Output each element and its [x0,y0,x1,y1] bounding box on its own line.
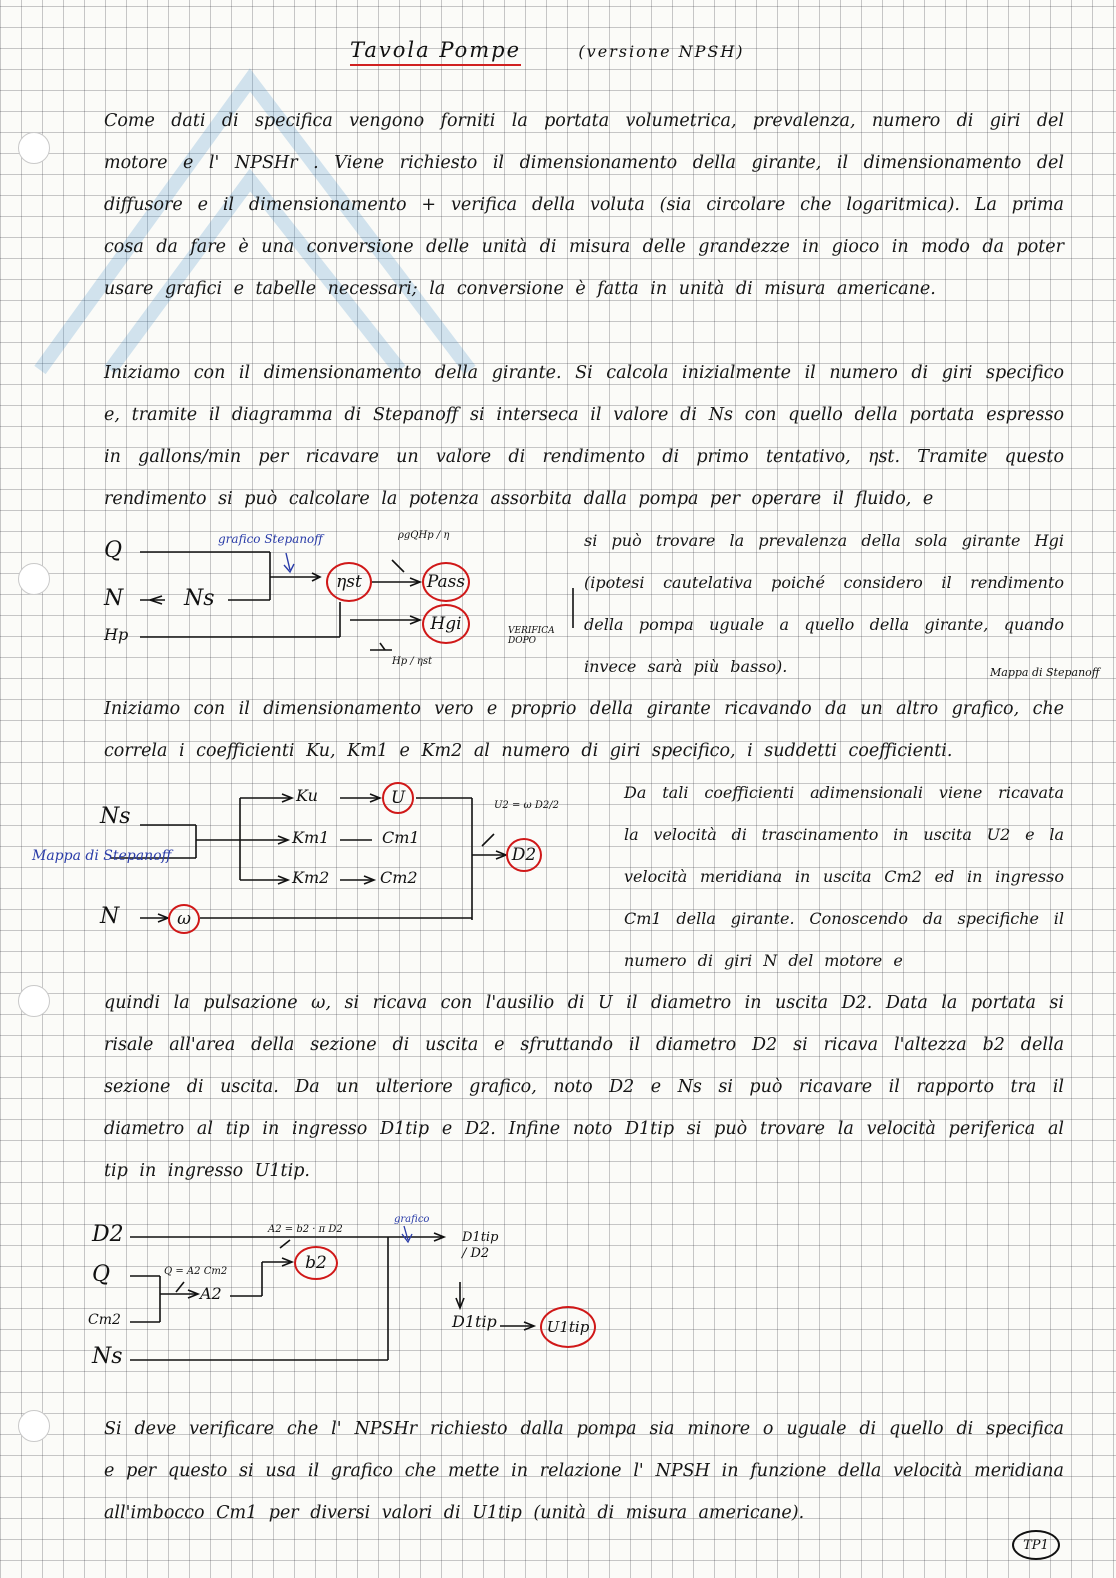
d2-circle: D2 [506,838,542,872]
paragraph-head: si può trovare la prevalenza della sola girante Hgi (ipotesi cautelativa poiché considero il rendimento della pompa uguale a quello della girante, quando invece sarà più basso). [584,531,1064,676]
u1tip-circle: U1tip [540,1306,596,1348]
label-cm2: Cm2 [380,868,418,887]
label-cm2-3: Cm2 [88,1312,121,1328]
label-q: Q [104,538,123,563]
label-q-3: Q [92,1262,111,1287]
hgi-circle: Hgi [422,604,470,644]
label-cm1: Cm1 [382,828,420,847]
label-ku: Ku [296,786,318,805]
paragraph-diameter: quindi la pulsazione ω, si ricava con l'ausilio di U il diametro in uscita D2. Data la portata si risale all'area della sezione di uscita e sfruttando il diametro D2 si ricava l'altezza b2 della sezione di uscita. Da un ulteriore grafico, noto D2 e Ns si può ricavare il rapporto tra il diametro al tip in ingresso D1tip e D2. Infine noto D1tip si può trovare la velocità periferica al tip in ingresso U1tip. [104,993,1064,1181]
paragraph-impeller-intro: Iniziamo con il dimensionamento della girante. Si calcola inizialmente il numero di giri specifico e, tramite il diagramma di Stepanoff si interseca il valore di Ns con quello della portata espresso in gallons/min per ricavare un valore di rendimento di primo tentativo, ηst. Tramite questo rendimento si può calcolare la potenza assorbita dalla pompa per operare il fluido, e [104,363,1064,509]
label-ns: Ns [184,586,215,611]
check-note: VERIFICA DOPO [508,626,555,646]
paragraph-npsh-check: Si deve verificare che l' NPSHr richiesto dalla pompa sia minore o uguale di quello di specifica e per questo si usa il grafico che mette in relazione l' NPSH in funzione della velocità meridiana all'imbocco Cm1 per diversi valori di U1tip (unità di misura americane). [104,1419,1064,1523]
label-stepanoff-map-top: Mappa di Stepanoff [990,666,1100,679]
label-n-2: N [100,904,120,929]
label-d1tip: D1tip [452,1312,497,1331]
note-stepanoff-graph: grafico Stepanoff [218,532,323,546]
omega-circle: ω [168,904,200,934]
q-formula: Q = A2 Cm2 [164,1266,228,1277]
label-a2: A2 [200,1284,222,1303]
note-graph: grafico [394,1214,430,1225]
paragraph-specs: Come dati di specifica vengono forniti la portata volumetrica, prevalenza, numero di giri del motore e l' NPSHr . Viene richiesto il dimensionamento della girante, il dimensionamento del diffusore e il dimensionamento + verifica della voluta (sia circolare che logaritmica). La prima cosa da fare è una conversione delle unità di misura delle grandezze in gioco in modo da poter usare grafici e tabelle necessari; la conversione è fatta in unità di misura americane. [104,111,1064,299]
b2-circle: b2 [294,1246,338,1280]
label-d1tip-d2: D1tip / D2 [462,1230,499,1261]
u2-formula: U2 = ω D2/2 [494,800,559,811]
title-sub: (versione NPSH) [578,42,745,61]
hgi-formula: Hp / ηst [392,656,432,667]
efficiency-circle: ηst [326,562,372,602]
label-d2: D2 [92,1222,124,1247]
title-main: Tavola Pompe [350,38,521,66]
u-circle: U [382,782,414,814]
power-formula: ρgQHp / η [398,530,450,541]
a2-formula: A2 = b2 · π D2 [268,1224,343,1235]
page-mark: TP1 [1012,1530,1060,1560]
label-ns-3: Ns [92,1344,123,1369]
label-km1: Km1 [292,828,330,847]
power-circle: Pass [422,562,470,602]
paragraph-velocities: Da tali coefficienti adimensionali viene ricavata la velocità di trascinamento in uscita U2 e la velocità meridiana in uscita Cm2 ed in ingresso Cm1 della girante. Conoscendo da specifiche il numero di giri N del motore e [624,783,1064,970]
label-hp: Hp [104,625,129,644]
paragraph-coefficients: Iniziamo con il dimensionamento vero e proprio della girante ricavando da un altro grafico, che correla i coefficienti Ku, Km1 e Km2 al numero di giri specifico, i suddetti coefficienti. [104,699,1064,761]
label-stepanoff-map: Mappa di Stepanoff [32,848,172,864]
label-km2: Km2 [292,868,330,887]
label-ns-2: Ns [100,804,131,829]
label-n: N [104,586,124,611]
